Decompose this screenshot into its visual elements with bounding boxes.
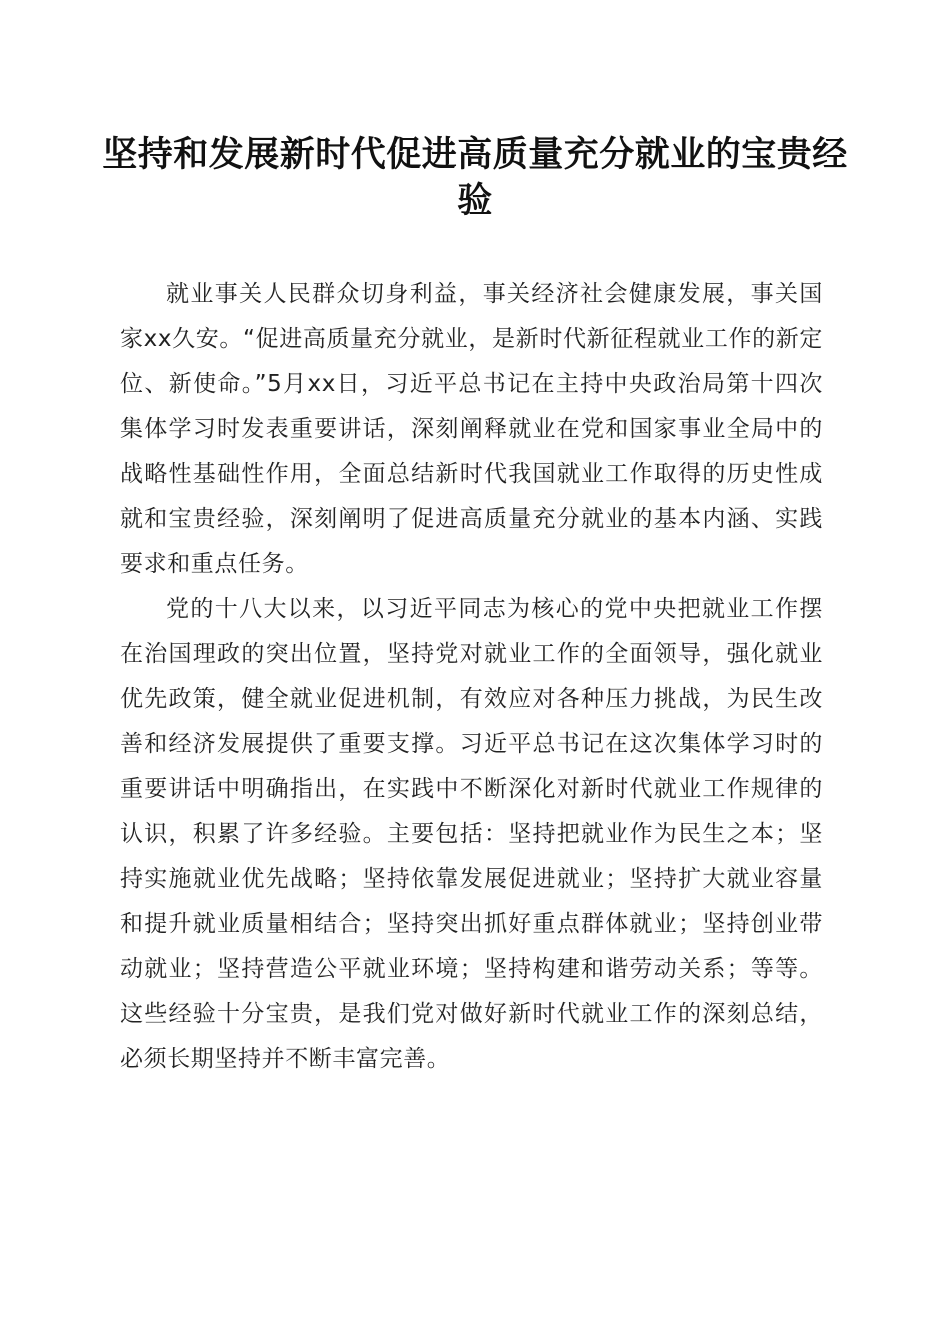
- document-body: [120, 272, 823, 1082]
- document-title: 坚持和发展新时代促进高质量充分就业的宝贵经验: [102, 134, 848, 221]
- paragraph-2: 党的十八大以来，以习近平同志为核心的党中央把就业工作摆在治国理政的突出位置，坚持党对就业工作的全面领导，强化就业优先政策，健全就业促进机制，有效应对各种压力挑战，为民生改善和经济发展提供了重要支撑。习近平总书记在这次集体学习时的重要讲话中明确指出，在实践中不断深化对新时代就业工作规律的认识，积累了许多经验。主要包括：坚持把就业作为民生之本；坚持实施就业优先战略；坚持依靠发展促进就业；坚持扩大就业容量和提升就业质量相结合；坚持突出抓好重点群体就业；坚持创业带动就业；坚持营造公平就业环境；坚持构建和谐劳动关系；等等。这些经验十分宝贵，是我们党对做好新时代就业工作的深刻总结，必须长期坚持并不断丰富完善。: [120, 596, 823, 1072]
- paragraph-1: 就业事关人民群众切身利益，事关经济社会健康发展，事关国家xx久安。“促进高质量充分就业，是新时代新征程就业工作的新定位、新使命。”5月xx日，习近平总书记在主持中央政治局第十四次集体学习时发表重要讲话，深刻阐释就业在党和国家事业全局中的战略性基础性作用，全面总结新时代我国就业工作取得的历史性成就和宝贵经验，深刻阐明了促进高质量充分就业的基本内涵、实践要求和重点任务。: [120, 281, 823, 577]
